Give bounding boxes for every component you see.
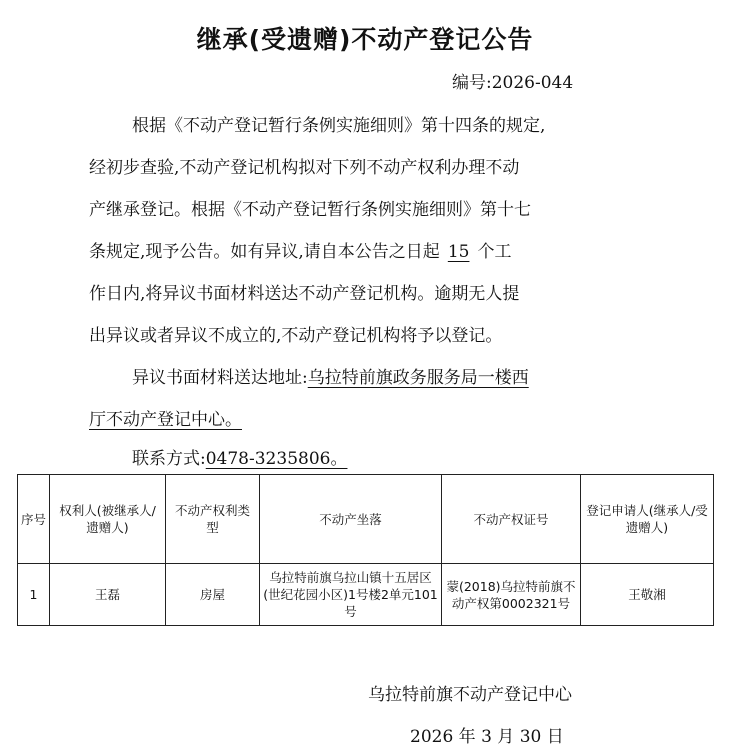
cell-applicant: 王敬湘 <box>581 564 714 626</box>
header-location: 不动产坐落 <box>260 475 442 564</box>
body-line: 产继承登记。根据《不动产登记暂行条例实施细则》第十七 <box>89 200 531 220</box>
cell-location: 乌拉特前旗乌拉山镇十五居区(世纪花园小区)1号楼2单元101号 <box>260 564 442 626</box>
table-row <box>18 564 714 626</box>
body-text: 条规定,现予公告。如有异议,请自本公告之日起 <box>89 242 440 262</box>
contact-value: 0478-3235806。 <box>205 449 348 469</box>
body-line: 经初步查验,不动产登记机构拟对下列不动产权利办理不动 <box>89 158 520 178</box>
contact-line <box>132 444 347 469</box>
signature-org: 乌拉特前旗不动产登记中心 <box>368 685 572 705</box>
header-applicant: 登记申请人(继承人/受遗赠人) <box>581 475 714 564</box>
cell-holder: 王磊 <box>50 564 166 626</box>
body-text: 个工 <box>477 242 512 262</box>
address-line-2 <box>89 405 242 430</box>
header-no: 序号 <box>18 475 50 564</box>
body-line: 作日内,将异议书面材料送达不动产登记机构。逾期无人提 <box>89 284 520 304</box>
header-holder: 权利人(被继承人/遗赠人) <box>50 475 166 564</box>
header-right-type: 不动产权利类型 <box>166 475 260 564</box>
body-line: 根据《不动产登记暂行条例实施细则》第十四条的规定, <box>132 116 546 136</box>
body-line: 出异议或者异议不成立的,不动产登记机构将予以登记。 <box>89 326 503 346</box>
contact-label: 联系方式: <box>132 449 206 469</box>
header-cert-no: 不动产权证号 <box>442 475 581 564</box>
address-label: 异议书面材料送达地址: <box>132 368 308 388</box>
cell-right-type: 房屋 <box>166 564 260 626</box>
address-value-cont: 厅不动产登记中心。 <box>89 410 242 430</box>
address-line <box>132 363 529 388</box>
document-number: 编号:2026-044 <box>452 73 574 93</box>
cell-no: 1 <box>18 564 50 626</box>
signature-date: 2026 年 3 月 30 日 <box>410 727 564 747</box>
cell-cert-no: 蒙(2018)乌拉特前旗不动产权第0002321号 <box>442 564 581 626</box>
table-header-row <box>18 475 714 564</box>
address-value: 乌拉特前旗政务服务局一楼西 <box>307 368 529 388</box>
registration-table <box>17 474 714 626</box>
objection-days: 15 <box>447 242 470 262</box>
page-title: 继承(受遗赠)不动产登记公告 <box>196 25 534 54</box>
body-line <box>89 237 511 262</box>
